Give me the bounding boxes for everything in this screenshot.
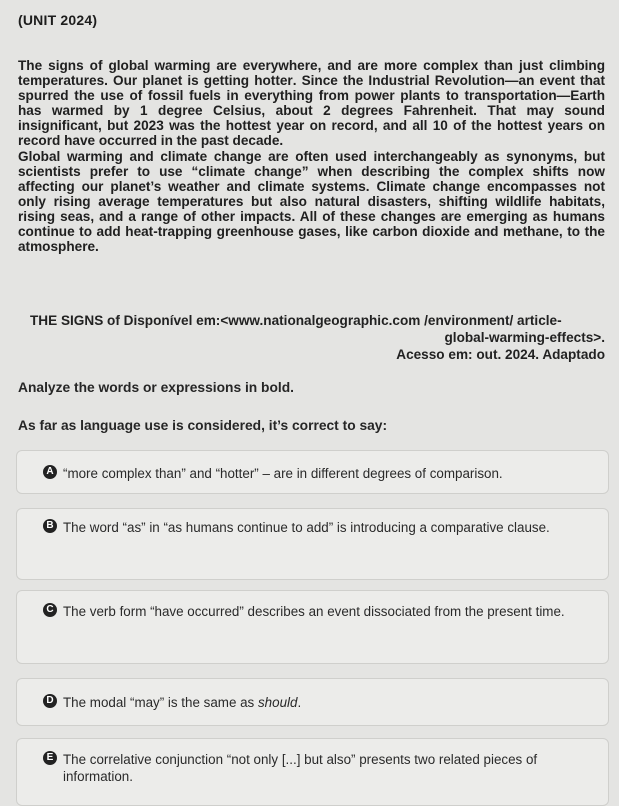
source-line-1: THE SIGNS of Disponível em:<www.nationalgeographic.com /environment/ article-: [30, 313, 562, 328]
option-letter-badge: B: [43, 519, 57, 533]
question-stem: As far as language use is considered, it’s correct to say:: [18, 418, 388, 433]
option-b[interactable]: [16, 508, 609, 580]
passage-text: humans continue to add heat-trapping greenhouse gases, like carbon dioxide and methane, to the atmosphere.: [18, 208, 605, 255]
bold-not-only: not only: [18, 178, 605, 209]
source-citation: [30, 312, 605, 363]
passage-text: in the past decade.: [157, 133, 284, 149]
bold-have-occurred: have occurred: [64, 133, 158, 149]
passage-text: Global warming and climate change are often used interchangeably as synonyms, but scientists prefer to use “climate change” when describing the complex shifts now affecting our planet’s weather and climate systems. Climate change encompasses: [18, 148, 605, 194]
source-line-3: Acesso em: out. 2024. Adaptado: [396, 347, 605, 362]
option-c[interactable]: [16, 590, 609, 664]
passage-text: The signs of global warming are everywhere, and are: [18, 58, 384, 73]
bold-as: as: [532, 208, 548, 224]
bold-but-also: but also: [251, 193, 307, 209]
bold-more-complex-than: more complex than: [383, 58, 513, 73]
bold-may: may: [526, 103, 554, 119]
option-text-part: The modal “may” is the same as: [63, 695, 258, 710]
instruction-text: Analyze the words or expressions in bold.: [18, 380, 294, 395]
passage-text: just climbing temperatures. Our planet is getting: [18, 58, 606, 89]
option-letter-badge: A: [43, 465, 57, 479]
passage-text: natural disasters, shifting wildlife habitats, rising seas, and a range of other impacts. All of these changes are emerging: [18, 193, 605, 224]
option-text: The word “as” in “as humans continue to add” is introducing a comparative clause.: [63, 520, 550, 535]
option-letter-badge: C: [43, 603, 57, 617]
option-text-part: .: [297, 695, 302, 710]
option-a[interactable]: [16, 450, 609, 494]
option-text: “more complex than” and “hotter” – are in different degrees of comparison.: [63, 466, 503, 481]
source-line-2: global-warming-effects>.: [444, 330, 605, 345]
passage-paragraph-2: [18, 149, 605, 255]
option-text: The correlative conjunction “not only [...] but also” presents two related pieces of information.: [63, 752, 538, 784]
option-text: The verb form “have occurred” describes an event dissociated from the present time.: [63, 604, 565, 619]
option-letter-badge: D: [43, 694, 57, 708]
option-text: [63, 694, 594, 711]
option-d[interactable]: [16, 678, 609, 726]
reading-passage: [18, 58, 605, 254]
exam-header: (UNIT 2024): [18, 12, 98, 28]
option-text-italic: should: [257, 695, 298, 710]
passage-text: sound insignificant, but 2023 was the hottest year on record, and all 10 of the hottest years on record: [18, 103, 605, 149]
bold-hotter: hotter: [254, 73, 293, 89]
option-e[interactable]: [16, 738, 609, 806]
passage-paragraph-1: [18, 58, 605, 149]
passage-text: rising average temperatures: [45, 193, 252, 209]
option-letter-badge: E: [43, 751, 57, 765]
passage-text: . Since the Industrial Revolution—an event that spurred the use of fossil fuels in everything from power plants to transportation—Earth has warmed by 1 degree Celsius, about 2 degrees Fahrenheit. That: [18, 73, 605, 119]
